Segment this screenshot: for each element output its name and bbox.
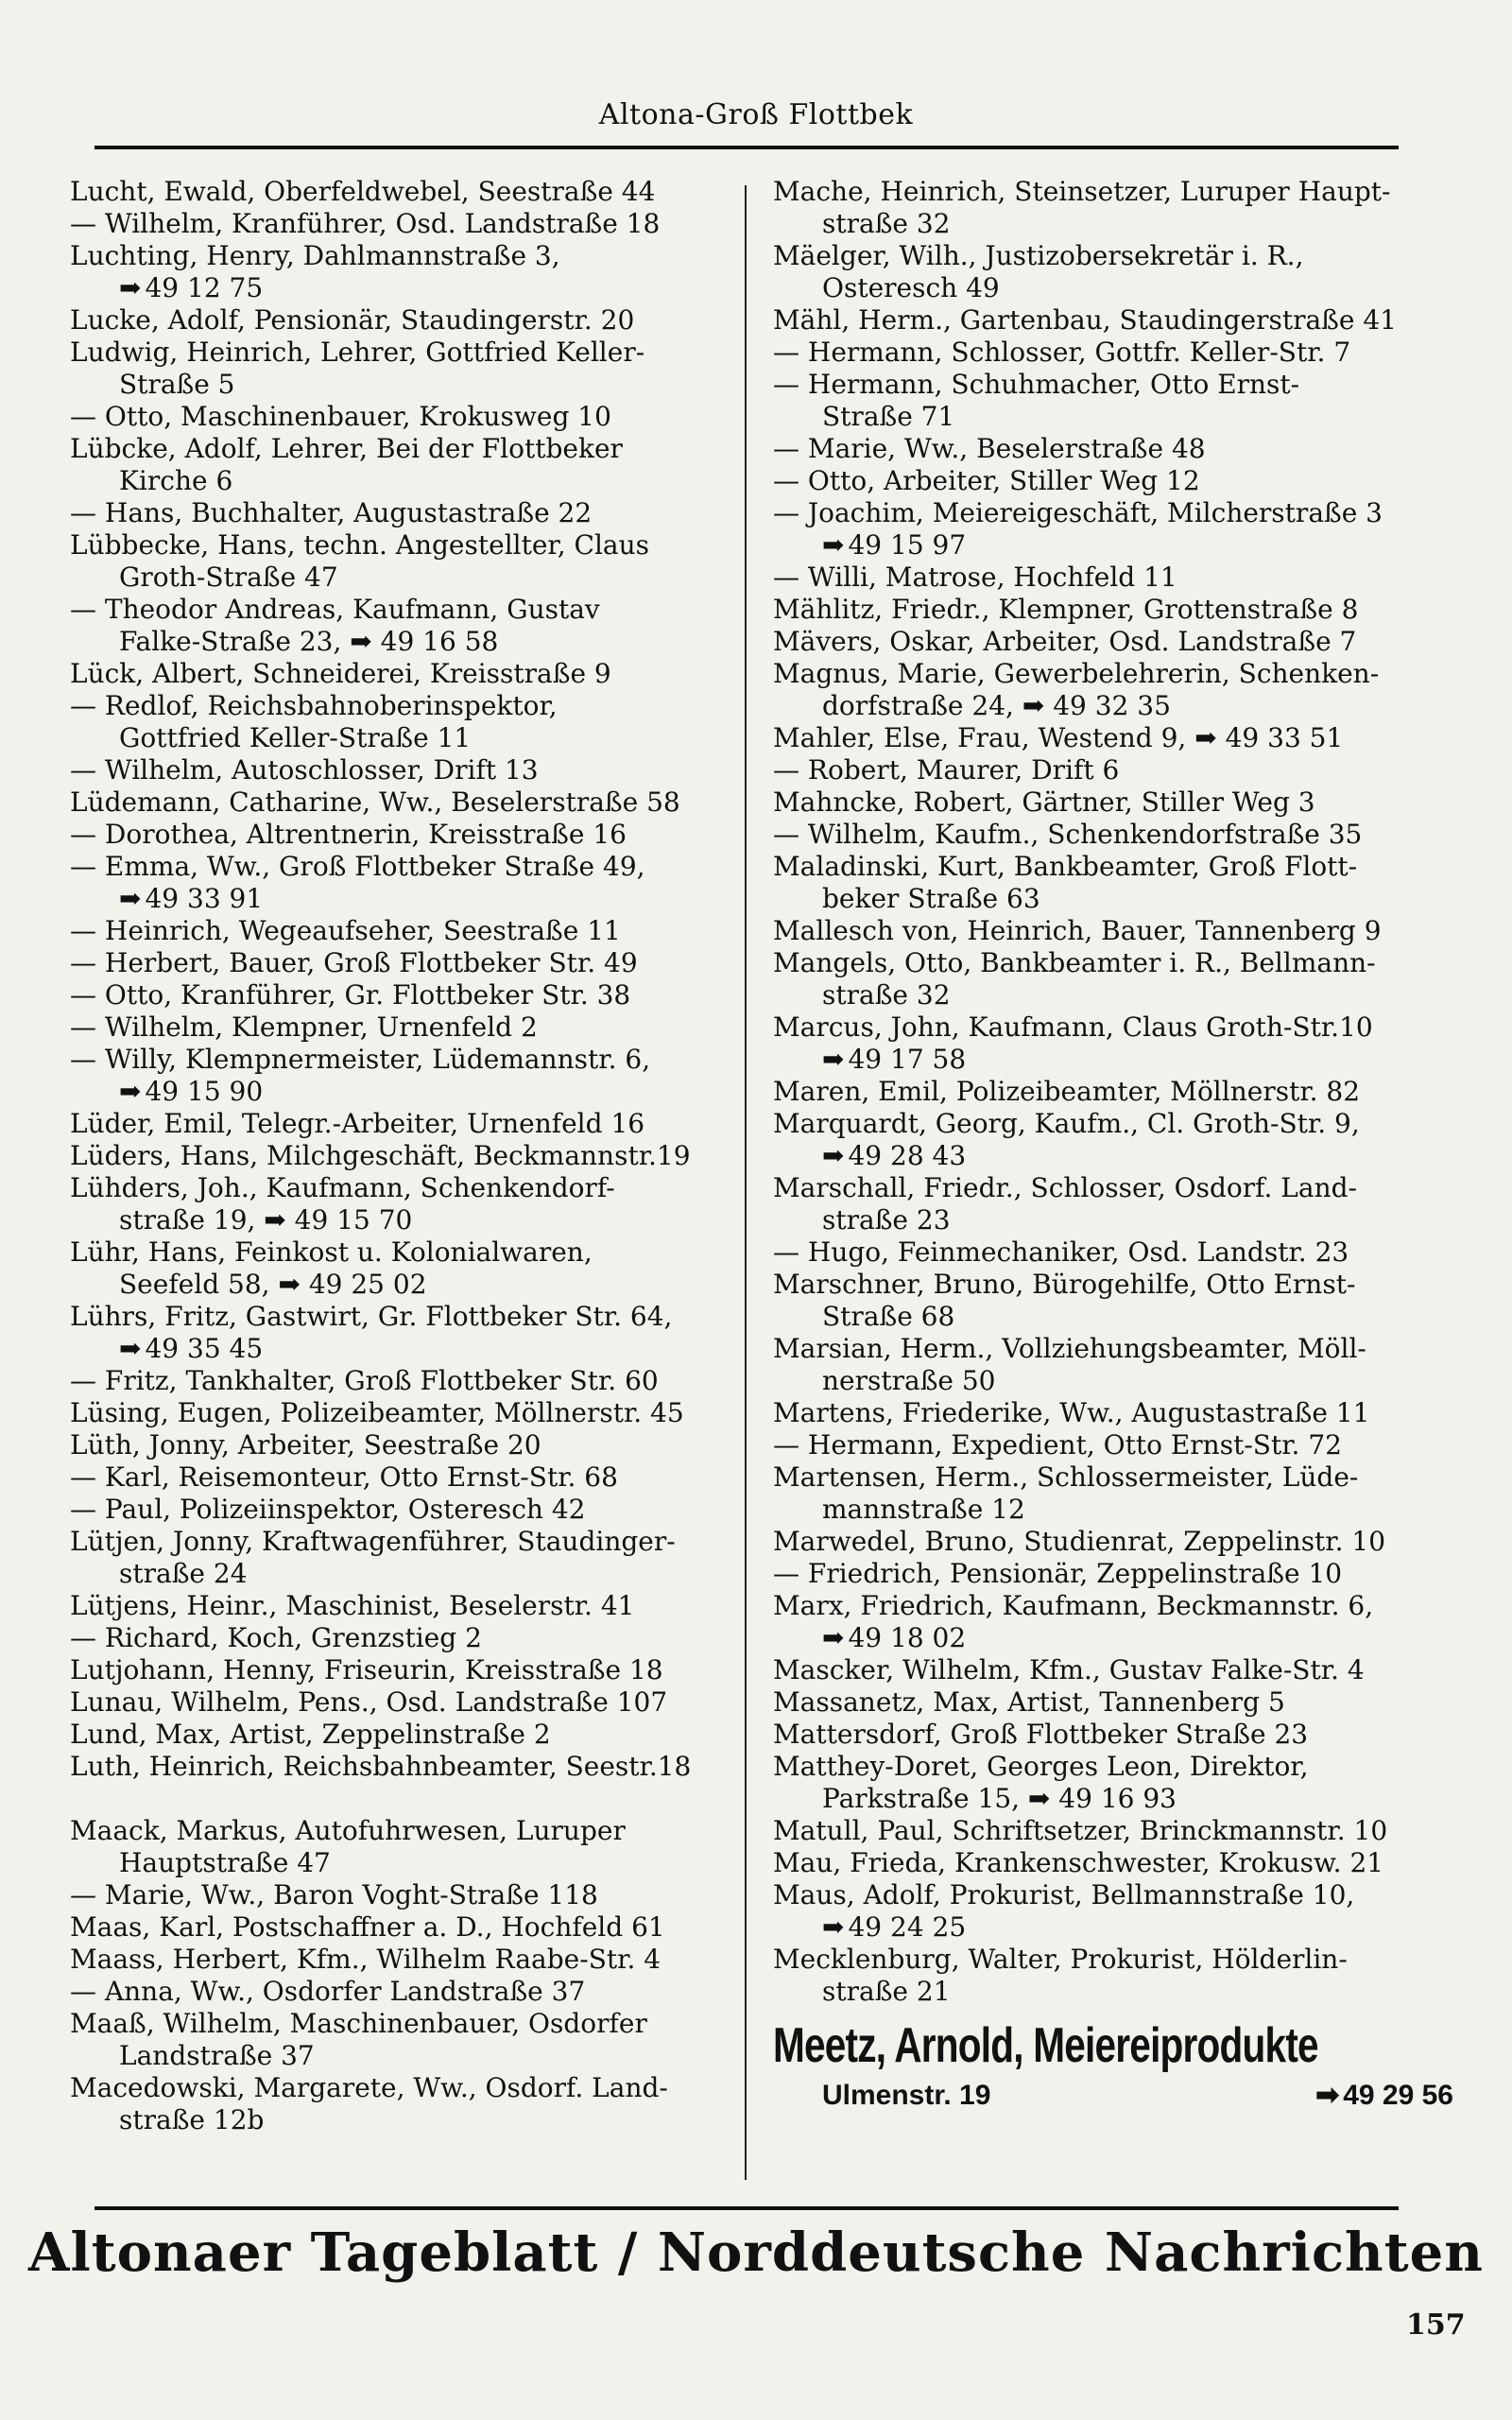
directory-entry xyxy=(773,1397,1453,1429)
entry-continuation-text: Straße 71 xyxy=(822,401,955,432)
directory-entry xyxy=(773,1108,1453,1172)
entry-text: Lütjens, Heinr., Maschinist, Beselerstr. 41 xyxy=(70,1590,635,1621)
entry-text: Mecklenburg, Walter, Prokurist, Hölderlin- xyxy=(773,1944,1348,1975)
entry-text: Ludwig, Heinrich, Lehrer, Gottfried Keller- xyxy=(70,337,645,368)
entry-text: — Wilhelm, Klempner, Urnenfeld 2 xyxy=(70,1011,538,1043)
entry-continuation-text: Groth-Straße 47 xyxy=(119,562,338,593)
entry-text: — Hermann, Schlosser, Gottfr. Keller-Str. 7 xyxy=(773,337,1351,368)
telephone-icon: ➡ xyxy=(1315,2080,1338,2111)
directory-entry xyxy=(773,851,1453,915)
entry-continuation xyxy=(773,1494,1453,1526)
directory-entry xyxy=(70,1751,722,1783)
entry-text: Maus, Adolf, Prokurist, Bellmannstraße 10, xyxy=(773,1879,1355,1910)
advert-line xyxy=(773,2080,1453,2112)
entry-text: Lütjen, Jonny, Kraftwagenführer, Staudinger- xyxy=(70,1526,676,1557)
entry-text: Magnus, Marie, Gewerbelehrerin, Schenken- xyxy=(773,658,1380,689)
entry-text: Lühders, Joh., Kaufmann, Schenkendorf- xyxy=(70,1172,615,1203)
entry-text: Mählitz, Friedr., Klempner, Grottenstraße 8 xyxy=(773,594,1359,625)
entry-text: — Hugo, Feinmechaniker, Osd. Landstr. 23 xyxy=(773,1236,1349,1268)
entry-continuation-text: Gottfried Keller-Straße 11 xyxy=(119,722,472,753)
directory-entry xyxy=(70,337,722,401)
telephone-icon: ➡ xyxy=(822,1044,843,1075)
entry-text: Mallesch von, Heinrich, Bauer, Tannenberg 9 xyxy=(773,915,1382,946)
directory-entry xyxy=(70,240,722,304)
entry-continuation xyxy=(773,1204,1453,1236)
entry-text: Marschall, Friedr., Schlosser, Osdorf. Land- xyxy=(773,1172,1357,1203)
entry-continuation xyxy=(773,1301,1453,1333)
directory-entry xyxy=(70,1911,722,1944)
entry-text: Maladinski, Kurt, Bankbeamter, Groß Flott- xyxy=(773,851,1358,882)
entry-text: Matull, Paul, Schriftsetzer, Brinckmannstr. 10 xyxy=(773,1815,1388,1846)
entry-continuation xyxy=(70,1847,722,1879)
directory-entry xyxy=(70,304,722,337)
directory-entry xyxy=(773,465,1453,497)
directory-entry xyxy=(773,819,1453,851)
directory-entry xyxy=(70,2072,722,2136)
entry-text: Mangels, Otto, Bankbeamter i. R., Bellmann- xyxy=(773,947,1376,978)
entry-continuation xyxy=(773,690,1453,722)
entry-text: — Emma, Ww., Groß Flottbeker Straße 49, xyxy=(70,851,645,882)
entry-text: Marsian, Herm., Vollziehungsbeamter, Möll- xyxy=(773,1333,1366,1364)
directory-entry xyxy=(70,1526,722,1590)
directory-entry xyxy=(70,594,722,658)
entry-continuation xyxy=(773,272,1453,304)
entry-text: Luth, Heinrich, Reichsbahnbeamter, Seestr.18 xyxy=(70,1751,692,1782)
entry-continuation-text: straße 23 xyxy=(822,1204,951,1236)
entry-continuation-text: straße 32 xyxy=(822,208,951,239)
entry-text: Lucke, Adolf, Pensionär, Staudingerstr. 20 xyxy=(70,304,635,336)
entry-continuation xyxy=(70,562,722,594)
directory-entry xyxy=(70,433,722,497)
entry-text: Marcus, John, Kaufmann, Claus Groth-Str.10 xyxy=(773,1011,1373,1043)
entry-text: — Richard, Koch, Grenzstieg 2 xyxy=(70,1622,482,1653)
directory-entry xyxy=(70,1140,722,1172)
entry-text: — Otto, Maschinenbauer, Krokusweg 10 xyxy=(70,401,611,432)
entry-text: — Otto, Arbeiter, Stiller Weg 12 xyxy=(773,465,1200,496)
directory-entry xyxy=(773,754,1453,786)
directory-entry xyxy=(70,1622,722,1654)
directory-entry xyxy=(70,690,722,754)
directory-entry xyxy=(70,754,722,786)
directory-entry xyxy=(70,1011,722,1044)
entry-continuation-text: straße 19, ➡ 49 15 70 xyxy=(119,1204,413,1236)
directory-entry xyxy=(773,1076,1453,1108)
entry-text: Martens, Friederike, Ww., Augustastraße 11 xyxy=(773,1397,1370,1428)
entry-text: Marschner, Bruno, Bürogehilfe, Otto Ernst- xyxy=(773,1269,1356,1300)
entry-continuation-text: straße 12b xyxy=(119,2104,265,2135)
entry-continuation xyxy=(773,1911,1453,1944)
entry-text: Lühr, Hans, Feinkost u. Kolonialwaren, xyxy=(70,1236,593,1268)
entry-continuation xyxy=(773,979,1453,1011)
directory-entry xyxy=(773,658,1453,722)
telephone-icon: ➡ xyxy=(822,529,843,561)
directory-entry xyxy=(70,851,722,915)
telephone-icon: ➡ xyxy=(822,1622,843,1653)
entry-continuation xyxy=(773,1976,1453,2008)
directory-entry xyxy=(773,1429,1453,1461)
directory-entry xyxy=(70,1879,722,1911)
directory-entry xyxy=(773,1847,1453,1879)
directory-entry xyxy=(773,722,1453,754)
entry-continuation xyxy=(773,401,1453,433)
entry-text: Lunau, Wilhelm, Pens., Osd. Landstraße 107 xyxy=(70,1686,668,1718)
entry-text: Martensen, Herm., Schlossermeister, Lüde- xyxy=(773,1461,1359,1493)
entry-text: Lübcke, Adolf, Lehrer, Bei der Flottbeker xyxy=(70,433,623,464)
directory-entry xyxy=(773,562,1453,594)
advert-name: Meetz, Arnold, Meiereiprodukte xyxy=(773,2018,1318,2073)
entry-text: — Heinrich, Wegeaufseher, Seestraße 11 xyxy=(70,915,621,946)
entry-text: Lund, Max, Artist, Zeppelinstraße 2 xyxy=(70,1719,551,1750)
entry-continuation-text: 49 33 91 xyxy=(145,883,264,914)
entry-text: — Herbert, Bauer, Groß Flottbeker Str. 49 xyxy=(70,947,638,978)
directory-entry xyxy=(773,1558,1453,1590)
entry-text: — Robert, Maurer, Drift 6 xyxy=(773,754,1120,786)
entry-continuation xyxy=(70,1558,722,1590)
directory-entry xyxy=(773,1879,1453,1944)
entry-continuation xyxy=(70,1333,722,1365)
entry-text: Lüsing, Eugen, Polizeibeamter, Möllnerstr. 45 xyxy=(70,1397,684,1428)
entry-continuation xyxy=(773,1365,1453,1397)
directory-entry xyxy=(70,1719,722,1751)
directory-entry xyxy=(70,1815,722,1879)
entry-continuation xyxy=(773,529,1453,562)
entry-continuation-text: straße 21 xyxy=(822,1976,951,2007)
directory-entry xyxy=(70,1976,722,2008)
directory-entry xyxy=(773,240,1453,304)
directory-entry xyxy=(773,1944,1453,2008)
entry-text: Mattersdorf, Groß Flottbeker Straße 23 xyxy=(773,1719,1309,1750)
entry-text: Matthey-Doret, Georges Leon, Direktor, xyxy=(773,1751,1309,1782)
directory-entry xyxy=(773,1654,1453,1686)
entry-text: Marwedel, Bruno, Studienrat, Zeppelinstr. 10 xyxy=(773,1526,1386,1557)
entry-continuation-text: 49 12 75 xyxy=(145,272,264,303)
directory-entry xyxy=(773,497,1453,562)
entry-text: — Joachim, Meiereigeschäft, Milcherstraße 3 xyxy=(773,497,1383,528)
entry-text: Mävers, Oskar, Arbeiter, Osd. Landstraße 7 xyxy=(773,626,1357,657)
entry-text: — Hermann, Schuhmacher, Otto Ernst- xyxy=(773,369,1300,400)
directory-entry xyxy=(70,1429,722,1461)
entry-text: Mascker, Wilhelm, Kfm., Gustav Falke-Str. 4 xyxy=(773,1654,1365,1685)
entry-continuation xyxy=(773,208,1453,240)
entry-continuation-text: nerstraße 50 xyxy=(822,1365,996,1396)
entry-continuation-text: 49 17 58 xyxy=(848,1044,967,1075)
telephone-icon: ➡ xyxy=(822,1911,843,1943)
footer-rule xyxy=(94,2206,1399,2210)
directory-entry xyxy=(70,1236,722,1301)
entry-continuation-text: 49 28 43 xyxy=(848,1140,967,1171)
entry-continuation-text: 49 18 02 xyxy=(848,1622,967,1653)
entry-text: — Karl, Reisemonteur, Otto Ernst-Str. 68 xyxy=(70,1461,618,1493)
entry-continuation xyxy=(70,465,722,497)
entry-continuation xyxy=(773,1622,1453,1654)
entry-continuation xyxy=(70,272,722,304)
directory-entry xyxy=(773,915,1453,947)
entry-continuation-text: 49 24 25 xyxy=(848,1911,967,1943)
entry-continuation xyxy=(70,1076,722,1108)
page-header: Altona-Groß Flottbek xyxy=(598,98,914,131)
directory-entry xyxy=(70,947,722,979)
entry-continuation-text: Landstraße 37 xyxy=(119,2040,315,2071)
entry-text: Maaß, Wilhelm, Maschinenbauer, Osdorfer xyxy=(70,2008,647,2039)
directory-entry xyxy=(70,1590,722,1622)
entry-continuation-text: Straße 68 xyxy=(822,1301,955,1332)
entry-continuation-text: Falke-Straße 23, ➡ 49 16 58 xyxy=(119,626,499,657)
directory-entry xyxy=(70,1461,722,1494)
entry-continuation xyxy=(773,1783,1453,1815)
entry-continuation xyxy=(70,1269,722,1301)
entry-text: Lück, Albert, Schneiderei, Kreisstraße 9 xyxy=(70,658,611,689)
entry-text: Lührs, Fritz, Gastwirt, Gr. Flottbeker Str. 64, xyxy=(70,1301,673,1332)
telephone-icon: ➡ xyxy=(119,272,140,303)
entry-text: — Marie, Ww., Baron Voght-Straße 118 xyxy=(70,1879,598,1910)
entry-text: — Wilhelm, Kranführer, Osd. Landstraße 18 xyxy=(70,208,661,239)
directory-entry xyxy=(773,1269,1453,1333)
directory-entry xyxy=(70,497,722,529)
footer-banner: Altonaer Tageblatt / Norddeutsche Nachrichten xyxy=(28,2221,1484,2284)
entry-text: Lutjohann, Henny, Friseurin, Kreisstraße 18 xyxy=(70,1654,663,1685)
entry-continuation-text: beker Straße 63 xyxy=(822,883,1040,914)
entry-continuation xyxy=(70,626,722,658)
advert-phone-number: 49 29 56 xyxy=(1343,2080,1453,2111)
entry-text: Lucht, Ewald, Oberfeldwebel, Seestraße 44 xyxy=(70,176,656,207)
entry-text: Massanetz, Max, Artist, Tannenberg 5 xyxy=(773,1686,1285,1718)
directory-entry xyxy=(773,1333,1453,1397)
column-divider xyxy=(745,185,747,2180)
entry-continuation-text: Parkstraße 15, ➡ 49 16 93 xyxy=(822,1783,1177,1814)
entry-text: Luchting, Henry, Dahlmannstraße 3, xyxy=(70,240,560,271)
directory-entry xyxy=(70,1044,722,1108)
entry-text: — Wilhelm, Kaufm., Schenkendorfstraße 35 xyxy=(773,819,1363,850)
directory-entry xyxy=(773,1236,1453,1269)
entry-text: Lüdemann, Catharine, Ww., Beselerstraße 58 xyxy=(70,786,680,818)
entry-text: Lübbecke, Hans, techn. Angestellter, Claus xyxy=(70,529,650,561)
entry-text: — Marie, Ww., Beselerstraße 48 xyxy=(773,433,1206,464)
entry-text: Macedowski, Margarete, Ww., Osdorf. Land- xyxy=(70,2072,668,2103)
directory-entry xyxy=(773,176,1453,240)
telephone-icon: ➡ xyxy=(119,1333,140,1364)
entry-text: — Dorothea, Altrentnerin, Kreisstraße 16 xyxy=(70,819,627,850)
directory-entry xyxy=(70,1494,722,1526)
right-column xyxy=(773,176,1453,2112)
entry-continuation-text: Seefeld 58, ➡ 49 25 02 xyxy=(119,1269,427,1300)
entry-continuation-text: Kirche 6 xyxy=(119,465,233,496)
section-gap xyxy=(70,1783,722,1815)
entry-continuation xyxy=(70,722,722,754)
directory-entry xyxy=(773,1751,1453,1815)
directory-entry xyxy=(70,658,722,690)
entry-continuation-text: Hauptstraße 47 xyxy=(119,1847,331,1878)
telephone-icon: ➡ xyxy=(119,883,140,914)
entry-continuation xyxy=(773,883,1453,915)
entry-text: Mache, Heinrich, Steinsetzer, Luruper Haupt- xyxy=(773,176,1391,207)
advert-meetz xyxy=(773,2017,1453,2112)
entry-text: Mahncke, Robert, Gärtner, Stiller Weg 3 xyxy=(773,786,1315,818)
directory-entry xyxy=(70,1686,722,1719)
entry-text: Lüth, Jonny, Arbeiter, Seestraße 20 xyxy=(70,1429,541,1461)
entry-text: Mahler, Else, Frau, Westend 9, ➡ 49 33 51 xyxy=(773,722,1344,753)
entry-text: Mähl, Herm., Gartenbau, Staudingerstraße 41 xyxy=(773,304,1397,336)
entry-continuation-text: 49 15 90 xyxy=(145,1076,264,1107)
directory-entry xyxy=(773,947,1453,1011)
entry-text: — Wilhelm, Autoschlosser, Drift 13 xyxy=(70,754,539,786)
entry-text: Maren, Emil, Polizeibeamter, Möllnerstr. 82 xyxy=(773,1076,1361,1107)
directory-entry xyxy=(773,337,1453,369)
entry-text: — Redlof, Reichsbahnoberinspektor, xyxy=(70,690,558,721)
header-rule xyxy=(94,146,1399,149)
entry-continuation-text: Straße 5 xyxy=(119,369,235,400)
entry-text: Marquardt, Georg, Kaufm., Cl. Groth-Str. 9, xyxy=(773,1108,1360,1139)
directory-entry xyxy=(773,1815,1453,1847)
directory-entry xyxy=(70,1397,722,1429)
directory-entry xyxy=(773,1461,1453,1526)
directory-entry xyxy=(773,594,1453,626)
entry-text: Maack, Markus, Autofuhrwesen, Luruper xyxy=(70,1815,626,1846)
entry-text: — Paul, Polizeiinspektor, Osteresch 42 xyxy=(70,1494,586,1525)
directory-entry xyxy=(70,2008,722,2072)
entry-text: — Hans, Buchhalter, Augustastraße 22 xyxy=(70,497,593,528)
directory-entry xyxy=(773,626,1453,658)
advert-phone xyxy=(1315,2080,1453,2112)
directory-entry xyxy=(70,1301,722,1365)
directory-entry xyxy=(773,1719,1453,1751)
directory-entry xyxy=(773,1011,1453,1076)
entry-continuation xyxy=(773,1044,1453,1076)
entry-text: — Willi, Matrose, Hochfeld 11 xyxy=(773,562,1177,593)
entry-continuation xyxy=(70,369,722,401)
directory-entry xyxy=(70,208,722,240)
entry-continuation-text: mannstraße 12 xyxy=(822,1494,1025,1525)
entry-continuation-text: 49 35 45 xyxy=(145,1333,264,1364)
entry-text: — Anna, Ww., Osdorfer Landstraße 37 xyxy=(70,1976,586,2007)
entry-text: — Friedrich, Pensionär, Zeppelinstraße 10 xyxy=(773,1558,1343,1589)
directory-entry xyxy=(773,786,1453,819)
left-column xyxy=(70,176,722,2136)
directory-entry xyxy=(70,1654,722,1686)
directory-entry xyxy=(70,1365,722,1397)
entry-text: Maass, Herbert, Kfm., Wilhelm Raabe-Str. 4 xyxy=(70,1944,662,1975)
entry-text: Mäelger, Wilh., Justizobersekretär i. R., xyxy=(773,240,1304,271)
telephone-icon: ➡ xyxy=(822,1140,843,1171)
directory-entry xyxy=(70,979,722,1011)
directory-entry xyxy=(70,1108,722,1140)
directory-entry xyxy=(70,915,722,947)
entry-text: Lüder, Emil, Telegr.-Arbeiter, Urnenfeld 16 xyxy=(70,1108,645,1139)
entry-text: — Fritz, Tankhalter, Groß Flottbeker Str. 60 xyxy=(70,1365,659,1396)
entry-text: — Willy, Klempnermeister, Lüdemannstr. 6, xyxy=(70,1044,651,1075)
directory-entry xyxy=(70,1172,722,1236)
entry-continuation-text: straße 32 xyxy=(822,979,951,1011)
directory-entry xyxy=(773,1526,1453,1558)
entry-text: — Hermann, Expedient, Otto Ernst-Str. 72 xyxy=(773,1429,1342,1461)
directory-entry xyxy=(773,369,1453,433)
entry-text: — Theodor Andreas, Kaufmann, Gustav xyxy=(70,594,600,625)
directory-entry xyxy=(70,529,722,594)
directory-entry xyxy=(70,176,722,208)
telephone-icon: ➡ xyxy=(119,1076,140,1107)
entry-continuation xyxy=(70,883,722,915)
directory-entry xyxy=(70,401,722,433)
entry-text: Marx, Friedrich, Kaufmann, Beckmannstr. 6, xyxy=(773,1590,1374,1621)
directory-entry xyxy=(70,1944,722,1976)
entry-continuation-text: Osteresch 49 xyxy=(822,272,1000,303)
directory-entry xyxy=(773,1590,1453,1654)
entry-text: Lüders, Hans, Milchgeschäft, Beckmannstr.19 xyxy=(70,1140,691,1171)
entry-continuation-text: dorfstraße 24, ➡ 49 32 35 xyxy=(822,690,1171,721)
entry-continuation xyxy=(773,1140,1453,1172)
directory-entry xyxy=(70,786,722,819)
entry-continuation-text: straße 24 xyxy=(119,1558,248,1589)
entry-continuation-text: 49 15 97 xyxy=(848,529,967,561)
directory-entry xyxy=(773,304,1453,337)
directory-entry xyxy=(773,433,1453,465)
entry-continuation xyxy=(70,1204,722,1236)
page-number: 157 xyxy=(1406,2308,1466,2342)
directory-entry xyxy=(773,1172,1453,1236)
directory-entry xyxy=(773,1686,1453,1719)
directory-entry xyxy=(70,819,722,851)
entry-continuation xyxy=(70,2104,722,2136)
entry-text: Maas, Karl, Postschaffner a. D., Hochfeld 61 xyxy=(70,1911,665,1943)
advert-street: Ulmenstr. 19 xyxy=(822,2080,991,2111)
entry-continuation xyxy=(70,2040,722,2072)
entry-text: — Otto, Kranführer, Gr. Flottbeker Str. 38 xyxy=(70,979,631,1011)
entry-text: Mau, Frieda, Krankenschwester, Krokusw. 21 xyxy=(773,1847,1384,1878)
